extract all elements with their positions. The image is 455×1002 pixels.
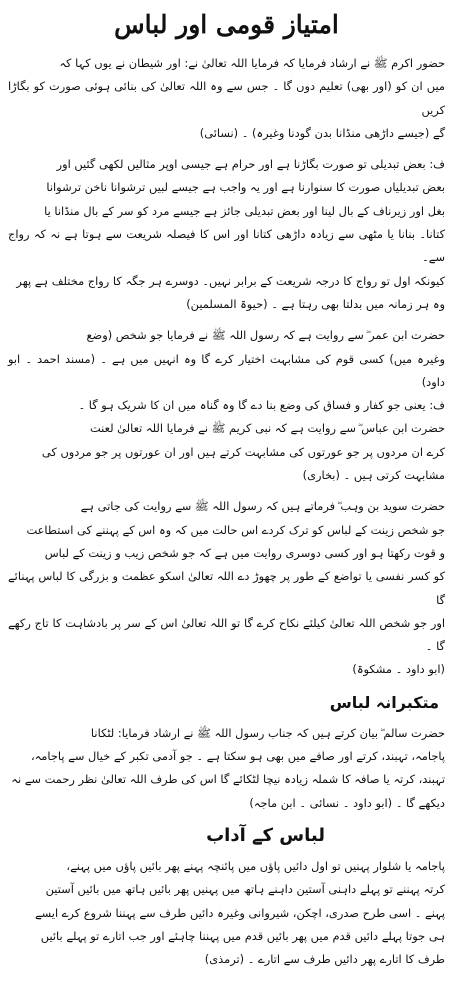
- page-title: امتیاز قومی اور لباس: [114, 10, 339, 39]
- paragraph-explanation-kuffar: ف: یعنی جو کفار و فساق کی وضع بنا دے گا وہ گناہ میں ان کا شریک ہو گا ۔: [78, 398, 445, 413]
- paragraph-hadith-ibn-umar: حضرت ابن عمر ؓ سے روایت ہے کہ رسول اللہ ﷺ نے فرمایا جو شخص (وضع وغیرہ میں) کسی قوم کی مشابہت اختیار کرے گا وہ انہیں میں ہے ۔ (مسند احمد ۔ ابو داود): [8, 328, 445, 389]
- paragraph-hadith-ibn-abbas: حضرت ابن عباس ؓ سے روایت ہے کہ نبی کریم ﷺ نے فرمایا اللہ تعالیٰ لعنت کرے ان مردوں پر جو عورتوں کی مشابہت کرتے ہیں اور ان عورتوں پر جو مردوں کی مشابہت کرتی ہیں ۔ (بخاری): [41, 421, 445, 483]
- spacer: [8, 316, 445, 324]
- section-heading-libas-ke-adab: لباس کے آداب: [206, 824, 325, 846]
- paragraph-hadith-suwaid: حضرت سوید بن وہب ؓ فرماتے ہیں کہ رسول اللہ ﷺ سے روایت کی جاتی ہے جو شخص زینت کے لباس کو ترک کردے اس حالت میں کہ وہ اس کے پہننے کی استطاعت و قوت رکھتا ہو اور کسی دوسری روایت میں ہے کہ جو شخص زیب و زینت کے لباس کو کسر نفسی یا تواضع کے طور پر چھوڑ دے اللہ تعالیٰ اسکو عظمت و بزرگی کا لباس پہنائے گا اور جو شخص اللہ تعالیٰ کیلئے نکاح کرے گا تو اللہ تعالیٰ اس کے سر پر بادشاہت کا تاج رکھے گا ۔ (ابو داود ۔ مشکوۃ): [8, 499, 445, 677]
- spacer: [8, 487, 445, 495]
- spacer: [8, 145, 445, 153]
- paragraph-hadith-salim: حضرت سالم ؓ بیان کرتے ہیں کہ جناب رسول اللہ ﷺ نے ارشاد فرمایا: لٹکانا پاجامہ، تہبند، کرتے اور صافے میں بھی ہو سکتا ہے ۔ جو آدمی تکبر کے خیال سے پاجامہ، تہبند، کرتہ یا صافہ کا شملہ زیادہ نیچا لٹکائے گا اس کی طرف اللہ تعالیٰ نظر رحمت سے نہ دیکھے گا ۔ (ابو داود ۔ نسائی ۔ ابن ماجہ): [11, 725, 445, 810]
- paragraph-explanation-tabdeeli: ف: بعض تبدیلی تو صورت بگاڑنا ہے اور حرام ہے جیسی اوپر مثالیں لکھی گئیں اور بعض تبدیلیاں صورت کا سنوارنا ہے اور یہ واجب ہے جیسے لبیں ترشوانا ناخن ترشوانا بغل اور زیرناف کے بال لینا اور بعض تبدیلی جائز ہے جیسے مرد کو سر کے بال منڈانا یا کتانا۔ بنانا یا مٹھی سے زیادہ داڑھی کتانا اور اس کا فیصلہ شریعت سے ہوتا ہے نہ کہ رواج سے۔ کیونکہ اول تو رواج کا درجہ شریعت کے برابر نہیں۔ دوسرے ہر جگہ کا رواج مختلف ہے پھر وہ ہر زمانہ میں بدلتا بھی رہتا ہے ۔ (حیوۃ المسلمین): [8, 157, 445, 311]
- section-heading-mutakabbirana-libas: متکبرانہ لباس: [329, 692, 439, 712]
- paragraph-hadith-shaitan: حضور اکرم ﷺ نے ارشاد فرمایا کہ فرمایا اللہ تعالیٰ نے: اور شیطان نے یوں کہا کہ میں ان کو (اور بھی) تعلیم دوں گا ۔ جس سے وہ اللہ تعالیٰ کی بنائی ہوئی صورت کو بگاڑا کریں گے (جیسے داڑھی منڈانا بدن گودنا وغیرہ) ۔ (نسائی): [8, 56, 445, 140]
- paragraph-adab: پاجامہ یا شلوار پہنیں تو اول دائیں پاؤں میں پائنچہ پہنے پھر بائیں پاؤں میں پہنے، کرتہ پہننے تو پہلے داہنی آستین داہنے ہاتھ میں پہنیں پھر بائیں ہاتھ میں بائیں آستین پہنے ۔ اسی طرح صدری، اچکن، شیروانی وغیرہ دائیں طرف سے پہننا شروع کرے ایسے ہی جوتا پہلے دائیں قدم میں پھر بائیں قدم میں پہننا چاہئے اور جب اتارے تو پہلے بائیں طرف کا اتارے پھر دائیں طرف سے اتارے ۔ (ترمذی): [34, 858, 445, 967]
